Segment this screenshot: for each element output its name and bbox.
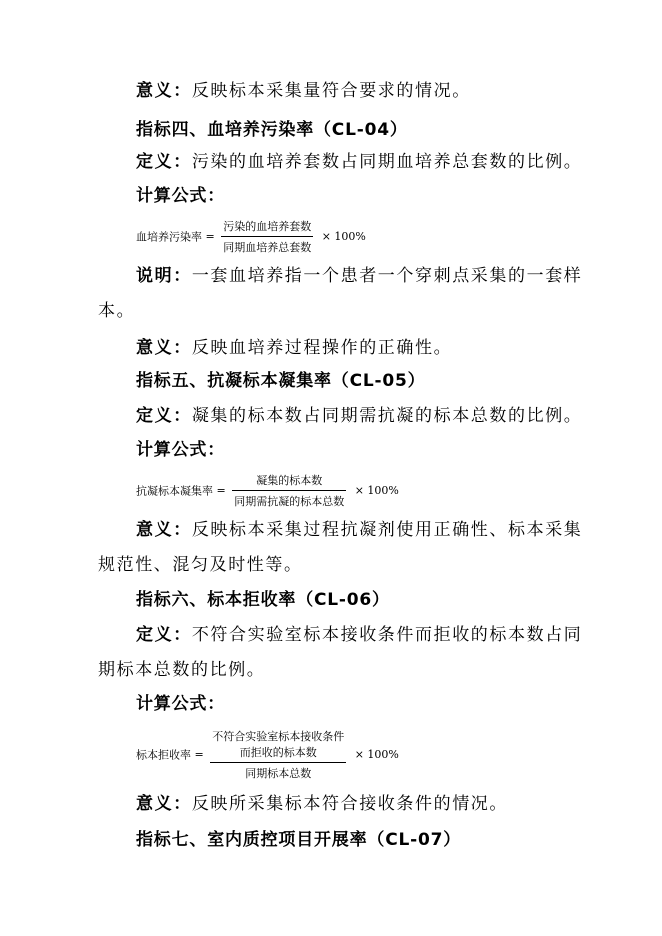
formula-numerator-line-1: 不符合实验室标本接收条件 [212,730,345,743]
indicator-6-formula [136,728,399,781]
indicator-5-formula-title: 计算公式： [136,440,225,460]
formula-equals: = [205,230,215,243]
significance-label: 意义： [136,338,192,358]
indicator-6-definition-continued: 期标本总数的比例。 [98,660,266,680]
indicator-4-formula-title: 计算公式： [136,186,225,206]
formula-fraction [210,728,346,781]
formula-numerator: 污染的血培养套数 [221,218,313,237]
significance-label: 意义： [136,81,192,101]
definition-text: 污染的血培养套数占同期血培养总套数的比例。 [191,152,583,172]
formula-fraction [221,218,313,255]
indicator-4-note [136,264,582,288]
significance-label: 意义： [136,794,192,814]
significance-text: 反映所采集标本符合接收条件的情况。 [191,794,509,814]
indicator-7-heading: 指标七、室内质控项目开展率（CL-07） [136,830,462,850]
indicator-5-heading: 指标五、抗凝标本凝集率（CL-05） [136,371,426,391]
formula-multiplier: × 100% [321,230,366,243]
indicator-6-definition [136,623,582,647]
significance-text: 反映血培养过程操作的正确性。 [191,338,453,358]
significance-paragraph [136,79,471,103]
definition-label: 定义： [136,625,192,645]
formula-equals: = [194,748,204,761]
formula-numerator-line-2: 而拒收的标本数 [210,744,346,763]
indicator-6-significance [136,792,508,816]
formula-lhs: 血培养污染率 [136,230,202,244]
formula-denominator: 同期血培养总套数 [223,241,312,254]
formula-multiplier: × 100% [354,748,399,761]
significance-text: 反映标本采集量符合要求的情况。 [191,81,471,101]
formula-lhs: 抗凝标本凝集率 [136,484,213,498]
definition-label: 定义： [136,152,192,172]
formula-equals: = [216,484,226,497]
definition-label: 定义： [136,406,192,426]
indicator-4-definition [136,150,582,174]
significance-text: 反映标本采集过程抗凝剂使用正确性、标本采集 [191,520,583,540]
definition-text: 不符合实验室标本接收条件而拒收的标本数占同 [191,625,583,645]
formula-lhs: 标本拒收率 [136,748,191,762]
indicator-4-note-continued: 本。 [98,301,136,321]
indicator-6-formula-title: 计算公式： [136,694,225,714]
note-label: 说明： [136,266,192,286]
formula-fraction [232,472,346,509]
indicator-6-heading: 指标六、标本拒收率（CL-06） [136,590,390,610]
indicator-4-significance [136,336,452,360]
indicator-5-significance-continued: 规范性、混匀及时性等。 [98,555,303,575]
indicator-4-formula [136,218,366,255]
indicator-5-significance [136,518,582,542]
formula-denominator: 同期需抗凝的标本总数 [234,495,345,508]
note-text: 一套血培养指一个患者一个穿刺点采集的一套样 [191,266,583,286]
formula-denominator: 同期标本总数 [245,767,312,780]
indicator-5-definition [136,404,582,428]
definition-text: 凝集的标本数占同期需抗凝的标本总数的比例。 [191,406,583,426]
formula-multiplier: × 100% [354,484,399,497]
formula-numerator: 凝集的标本数 [232,472,346,491]
significance-label: 意义： [136,520,192,540]
indicator-5-formula [136,472,399,509]
indicator-4-heading: 指标四、血培养污染率（CL-04） [136,120,408,140]
